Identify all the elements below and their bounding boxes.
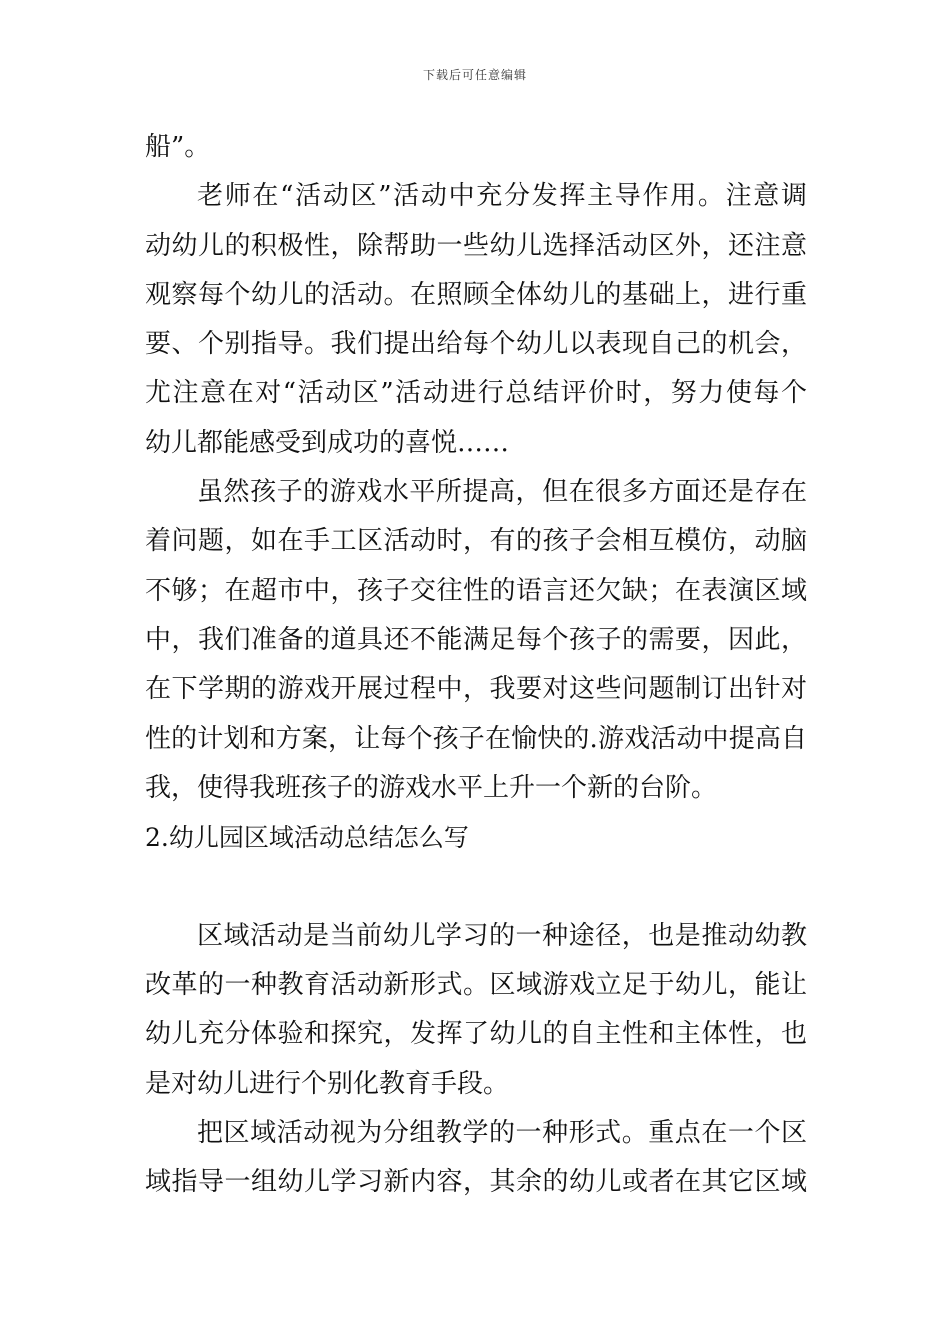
text-line: 动幼儿的积极性，除帮助一些幼儿选择活动区外，还注意 (145, 230, 807, 261)
text-line: 是对幼儿进行个别化教育手段。 (145, 1068, 510, 1099)
text-line: 不够；在超市中，孩子交往性的语言还欠缺；在表演区域 (145, 575, 807, 606)
paragraph-first-line: 区域活动是当前幼儿学习的一种途径，也是推动幼教 (197, 920, 807, 951)
text-line: 中，我们准备的道具还不能满足每个孩子的需要，因此， (145, 624, 807, 655)
text-line: 性的计划和方案，让每个孩子在愉快的.游戏活动中提高自 (145, 723, 807, 754)
section-heading: 2.幼儿园区域活动总结怎么写 (145, 823, 469, 853)
text-line: 着问题，如在手工区活动时，有的孩子会相互模仿，动脑 (145, 526, 807, 557)
text-line: 幼儿都能感受到成功的喜悦…… (145, 427, 510, 458)
text-line: 尤注意在对“活动区”活动进行总结评价时，努力使每个 (145, 378, 807, 409)
text-line: 在下学期的游戏开展过程中，我要对这些问题制订出针对 (145, 674, 807, 705)
text-line: 观察每个幼儿的活动。在照顾全体幼儿的基础上，进行重 (145, 279, 807, 310)
text-line: 幼儿充分体验和探究，发挥了幼儿的自主性和主体性，也 (145, 1019, 807, 1050)
text-line: 我，使得我班孩子的游戏水平上升一个新的台阶。 (145, 772, 718, 803)
page-header: 下载后可任意编辑 (422, 68, 527, 82)
text-line: 域指导一组幼儿学习新内容，其余的幼儿或者在其它区域 (145, 1167, 807, 1198)
blank-line (145, 862, 807, 911)
paragraph-first-line: 老师在“活动区”活动中充分发挥主导作用。注意调 (197, 181, 807, 212)
document-body (145, 123, 807, 1208)
text-line: 要、个别指导。我们提出给每个幼儿以表现自己的机会， (145, 329, 807, 360)
text-line: 改革的一种教育活动新形式。区域游戏立足于幼儿，能让 (145, 970, 807, 1001)
paragraph-first-line: 虽然孩子的游戏水平所提高，但在很多方面还是存在 (197, 477, 807, 508)
text-line: 船”。 (145, 132, 211, 162)
paragraph-first-line: 把区域活动视为分组教学的一种形式。重点在一个区 (197, 1117, 807, 1148)
